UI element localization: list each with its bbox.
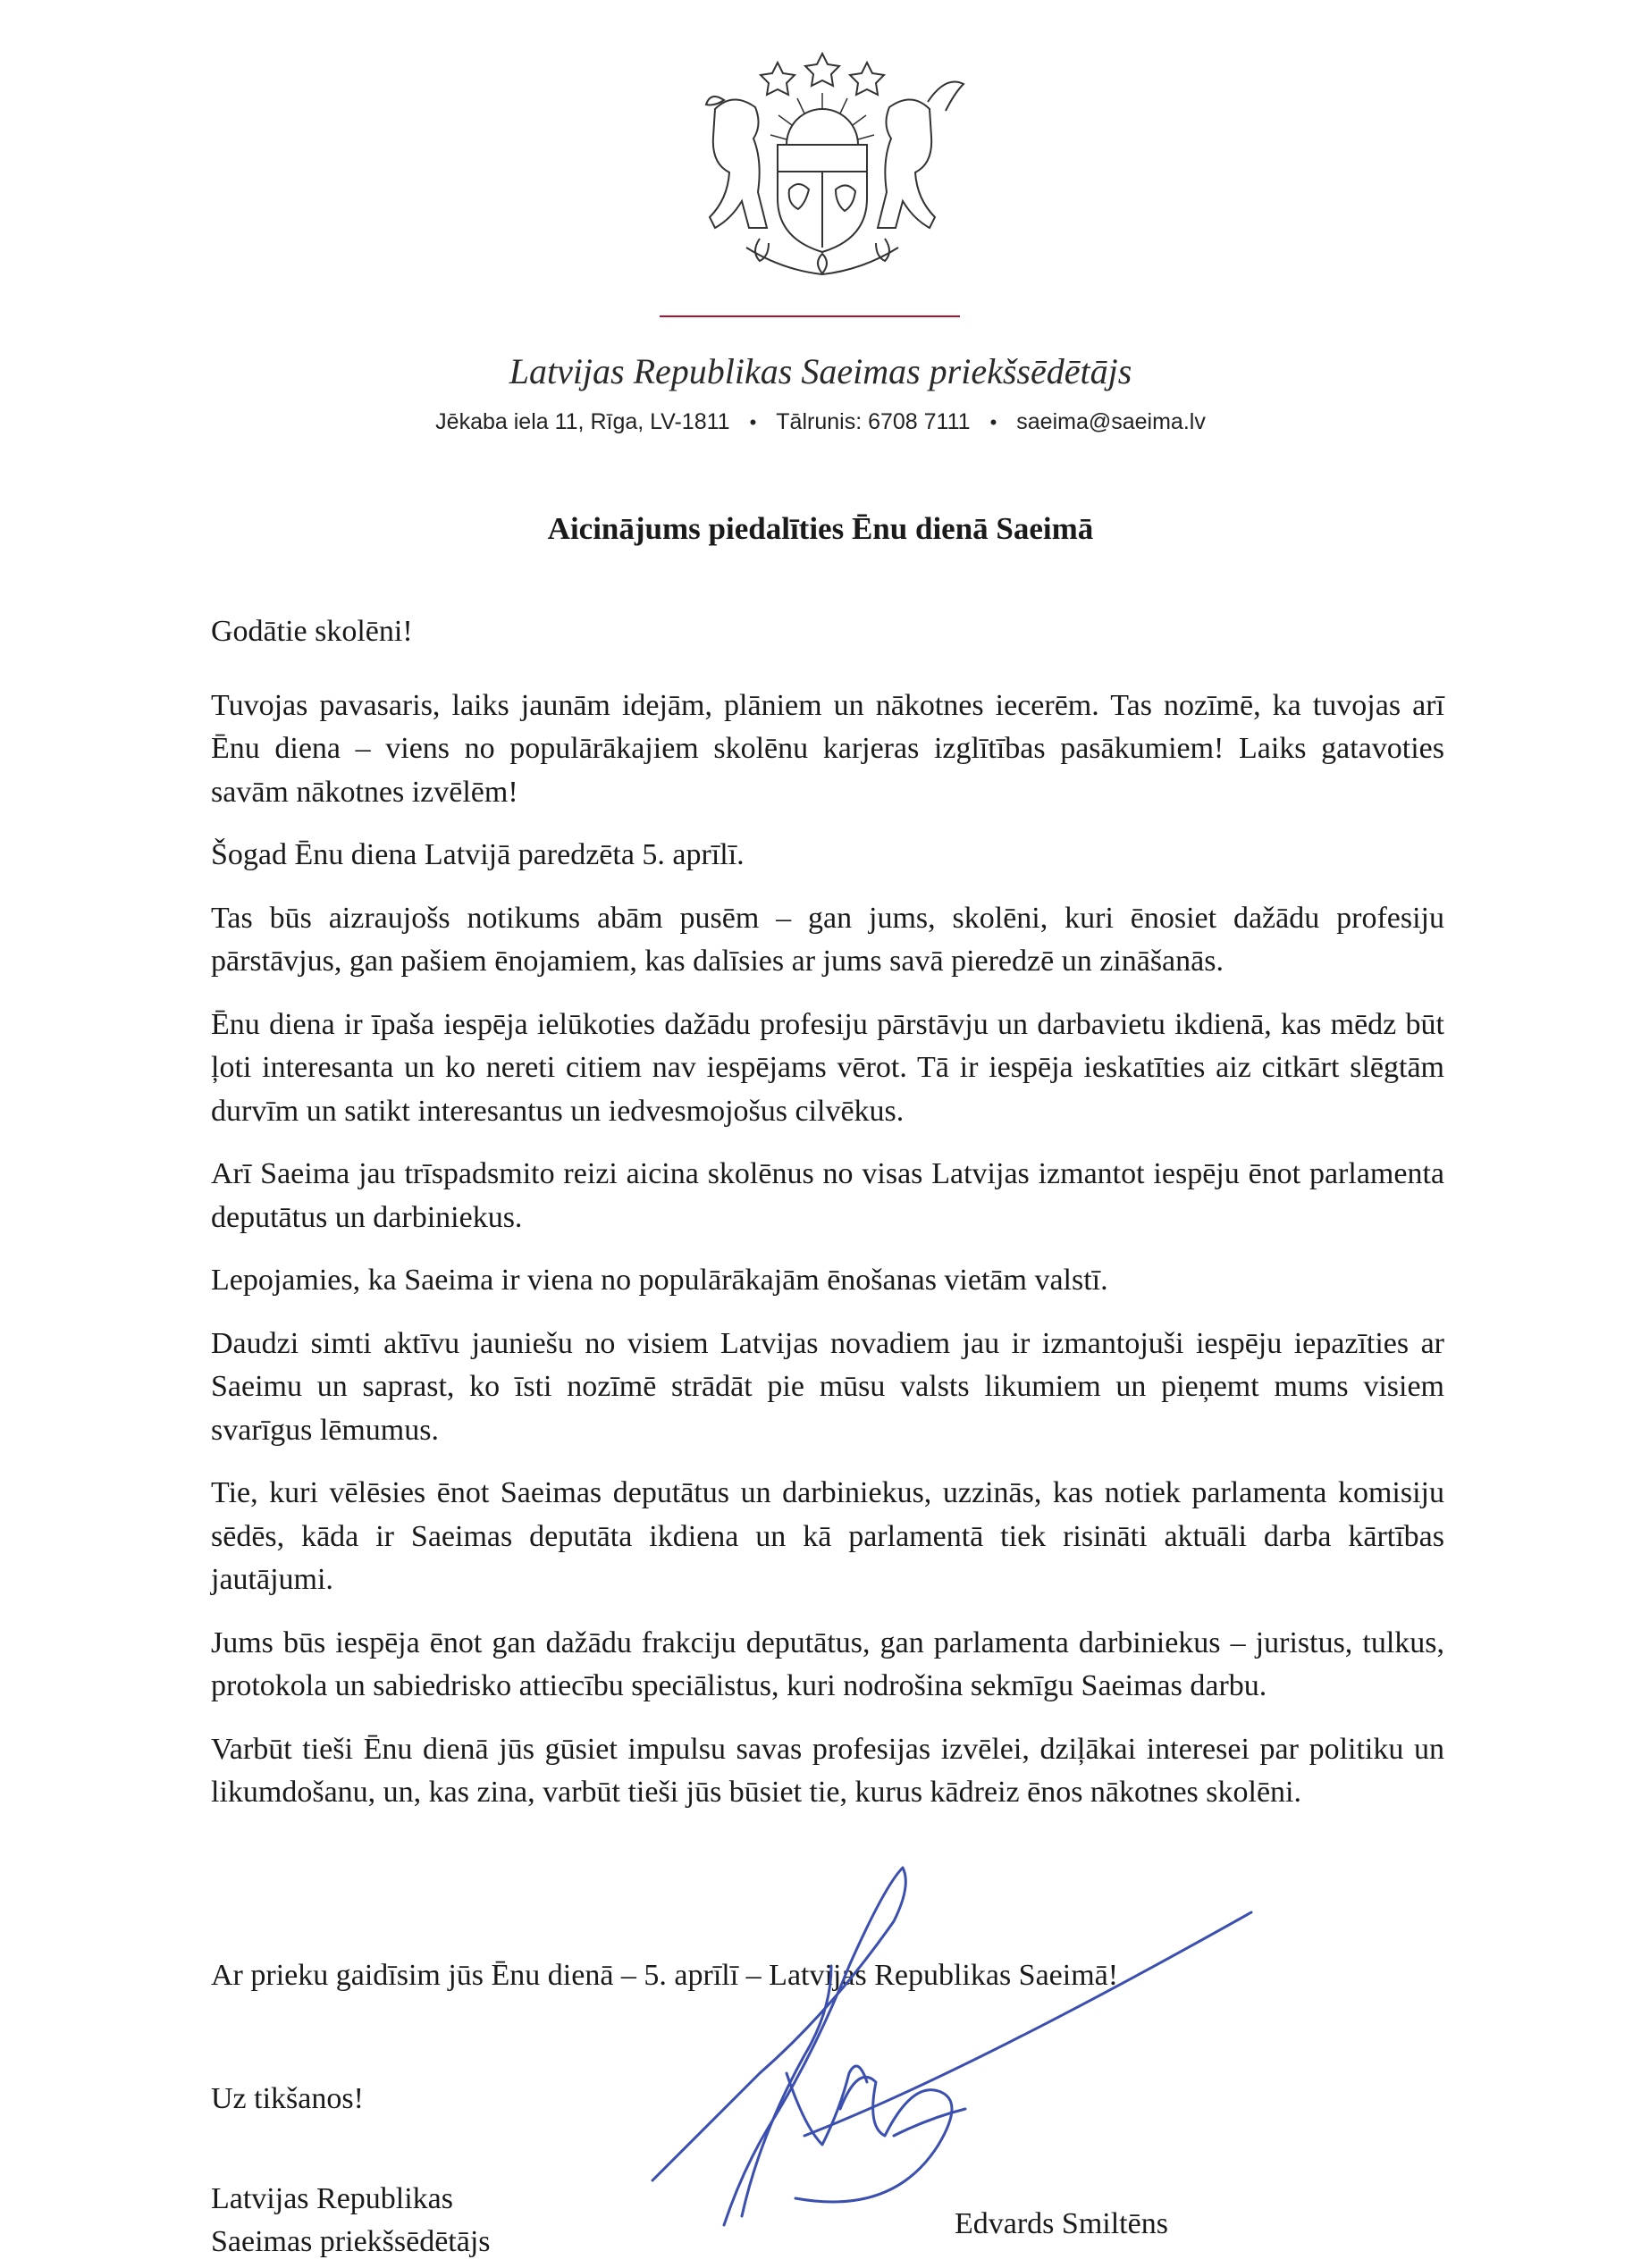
phone: Tālrunis: 6708 7111 [776, 409, 971, 434]
address: Jēkaba iela 11, Rīga, LV-1811 [435, 409, 730, 434]
paragraph: Lepojamies, ka Saeima ir viena no populārākajām ēnošanas vietām valstī. [211, 1264, 1108, 1297]
paragraph: Daudzi simti aktīvu jauniešu no visiem Latvijas novadiem jau ir izmantojuši iespēju iepazīties ar Saeimu un saprast, ko īsti nozīmē strādāt pie mūsu valsts likumiem un pieņemt mums visiem svarīgus lēmumus. [211, 1326, 1444, 1447]
salutation: Godātie skolēni! [211, 615, 413, 648]
paragraph: Ēnu diena ir īpaša iespēja ielūkoties dažādu profesiju pārstāvju un darbavietu ikdienā, kas mēdz būt ļoti interesanta un ko nereti citiem nav iespējams vērot. Tā ir iespēja ieskatīties aiz citkārt slēgtām durvīm un satikt interesantus un iedvesmojošus cilvēkus. [211, 1007, 1444, 1128]
separator-dot: • [749, 411, 757, 433]
paragraph: Jums būs iespēja ēnot gan dažādu frakciju deputātus, gan parlamenta darbiniekus – juristus, tulkus, protokola un sabiedrisko attiecību speciālistus, kuri nodrošina sekmīgu Saeimas darbu. [211, 1625, 1444, 1702]
paragraph: Šogad Ēnu diena Latvijā paredzēta 5. aprīlī. [211, 838, 745, 871]
paragraph: Arī Saeima jau trīspadsmito reizi aicina skolēnus no visas Latvijas izmantot iespēju ēnot parlamenta deputātus un darbiniekus. [211, 1157, 1444, 1234]
letter-title: Aicinājums piedalīties Ēnu dienā Saeimā [547, 511, 1094, 546]
greeting: Uz tikšanos! [211, 2082, 364, 2115]
paragraph: Varbūt tieši Ēnu dienā jūs gūsiet impulsu savas profesijas izvēlei, dziļākai interesei par politiku un likumdošanu, un, kas zina, varbūt tieši jūs būsiet tie, kurus kādreiz ēnos nākotnes skolēni. [211, 1732, 1444, 1809]
closing-line: Ar prieku gaidīsim jūs Ēnu dienā – 5. aprīlī – Latvijas Republikas Saeimā! [211, 1959, 1119, 1992]
letter-body [211, 610, 1444, 1835]
paragraph: Tas būs aizraujošs notikums abām pusēm – gan jums, skolēni, kuri ēnosiet dažādu profesiju pārstāvjus, gan pašiem ēnojamiem, kas dalīsies ar jums savā pieredzē un zināšanās. [211, 901, 1444, 978]
coat-of-arms-emblem [661, 46, 983, 281]
office-title: Latvijas Republikas Saeimas priekšsēdētājs [509, 351, 1132, 391]
handwritten-signature [626, 1841, 1305, 2234]
contact-line [0, 409, 1641, 435]
signatory-name: Edvards Smiltēns [955, 2207, 1168, 2240]
signatory-title-line: Latvijas Republikas [211, 2182, 454, 2215]
paragraph: Tuvojas pavasaris, laiks jaunām idejām, plāniem un nākotnes iecerēm. Tas nozīmē, ka tuvojas arī Ēnu diena – viens no populārākajiem skolēnu karjeras izglītības pasākumiem! Laiks gatavoties savām nākotnes izvēlēm! [211, 688, 1444, 809]
email: saeima@saeima.lv [1016, 409, 1206, 434]
signatory-title [211, 2178, 491, 2264]
signatory-title-line: Saeimas priekšsēdētājs [211, 2225, 491, 2258]
letterhead-red-rule [660, 315, 960, 317]
paragraph: Tie, kuri vēlēsies ēnot Saeimas deputātus un darbiniekus, uzzinās, kas notiek parlamenta komisiju sēdēs, kāda ir Saeimas deputāta ikdiena un kā parlamentā tiek risināti aktuāli darba kārtības jautājumi. [211, 1476, 1444, 1596]
separator-dot: • [989, 411, 997, 433]
